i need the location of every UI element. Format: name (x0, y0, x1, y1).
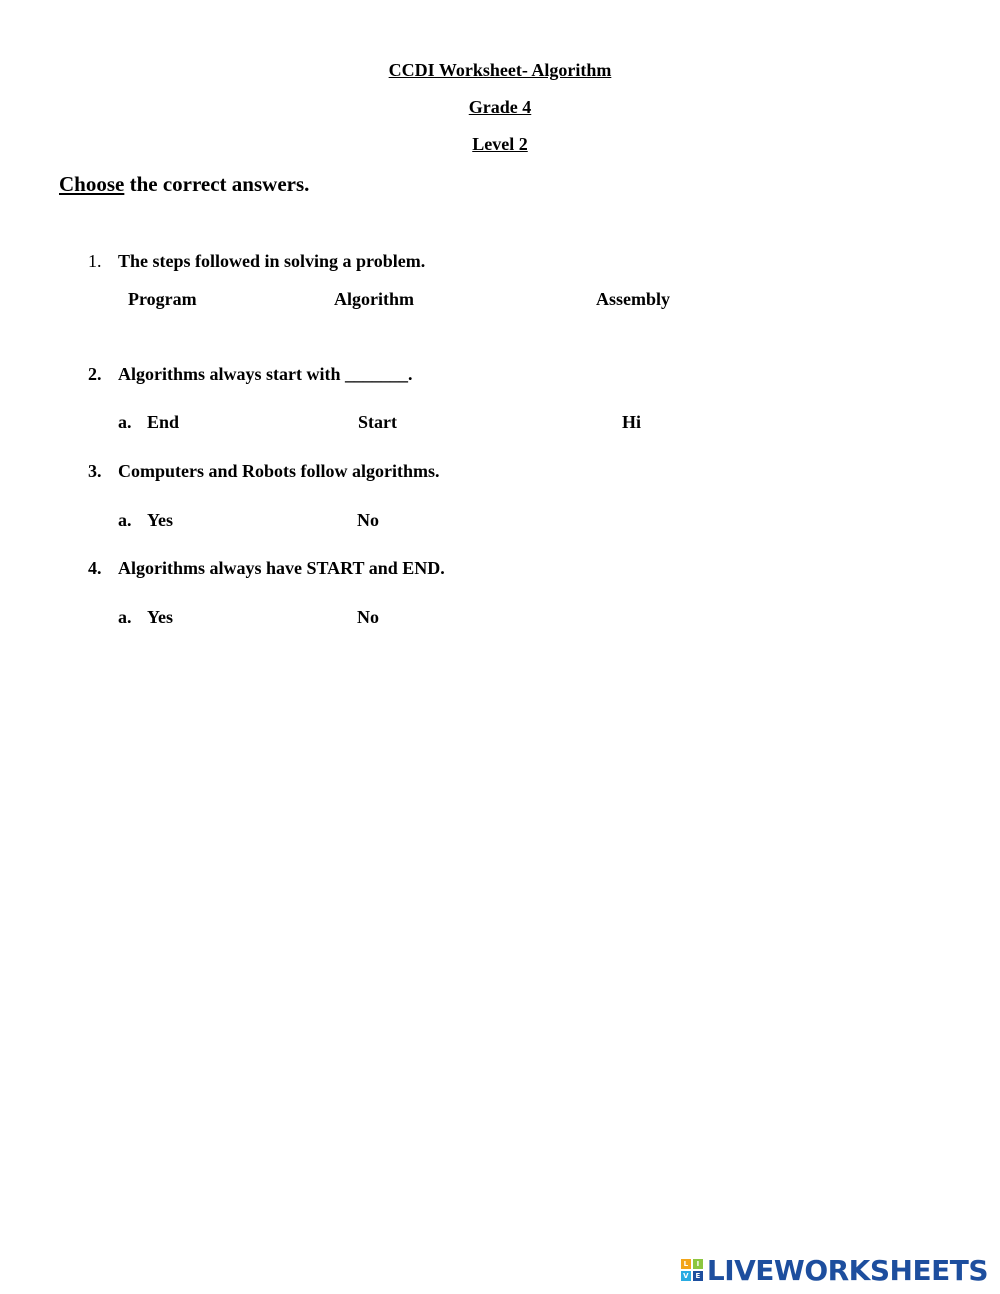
worksheet-title: CCDI Worksheet- Algorithm (388, 60, 612, 80)
question-4-option-marker: a. (118, 607, 132, 627)
liveworksheets-logo (681, 1252, 988, 1288)
logo-text: LIVEWORKSHEETS (706, 1253, 988, 1287)
question-4-option-yes[interactable]: Yes (147, 607, 173, 627)
instruction-rest: the correct answers. (124, 172, 310, 196)
question-2-option-hi[interactable]: Hi (622, 412, 642, 432)
question-2-option-marker: a. (118, 412, 132, 432)
question-1-text: The steps followed in solving a problem. (118, 251, 426, 271)
question-1-option-algorithm[interactable]: Algorithm (334, 289, 414, 309)
question-2-number: 2. (88, 364, 102, 384)
instruction-verb: Choose (59, 172, 125, 196)
question-4-option-no[interactable]: No (357, 607, 379, 627)
question-1-option-assembly[interactable]: Assembly (596, 289, 671, 309)
question-3-option-yes[interactable]: Yes (147, 510, 173, 530)
question-3-option-no[interactable]: No (357, 510, 379, 530)
logo-mark-icon (681, 1259, 703, 1281)
question-4-text: Algorithms always have START and END. (118, 558, 445, 578)
question-1-option-program[interactable]: Program (128, 289, 197, 309)
question-1-number: 1. (88, 251, 102, 271)
question-4-number: 4. (88, 558, 102, 578)
question-3-text: Computers and Robots follow algorithms. (118, 461, 440, 481)
question-2-text: Algorithms always start with _______. (118, 364, 413, 384)
logo-letter-v: V (681, 1271, 691, 1281)
question-2-option-start[interactable]: Start (358, 412, 397, 432)
level-label: Level 2 (472, 134, 528, 154)
logo-letter-i: I (693, 1259, 703, 1269)
question-3-option-marker: a. (118, 510, 132, 530)
logo-letter-e: E (693, 1271, 703, 1281)
question-2-option-end[interactable]: End (147, 412, 180, 432)
logo-letter-l: L (681, 1259, 691, 1269)
instruction (59, 172, 309, 197)
question-3-number: 3. (88, 461, 102, 481)
grade-label: Grade 4 (468, 97, 532, 117)
